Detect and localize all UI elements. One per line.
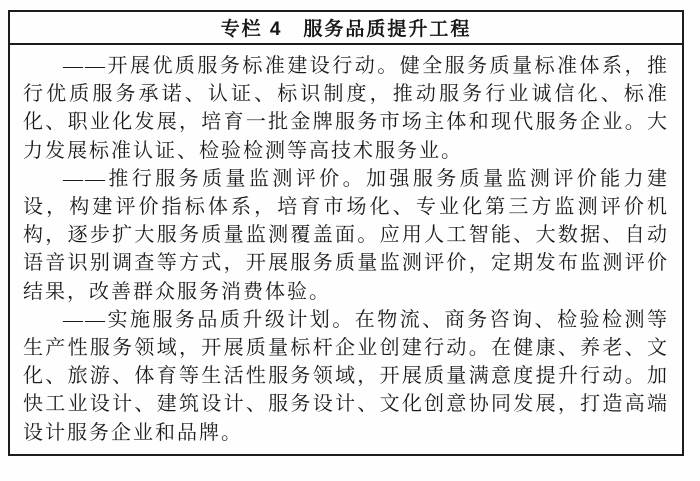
column-box-title: 专栏 4 服务品质提升工程 bbox=[220, 19, 472, 40]
paragraph-quality-upgrade-plan: ——实施服务品质升级计划。在物流、商务咨询、检验检测等生产性服务领域，开展质量标杆企业创建行动。在健康、养老、文化、旅游、体育等生活性服务领域，开展质量满意度提升行动。加快工业设计、建筑设计、服务设计、文化创意协同发展，打造高端设计服务企业和品牌。 bbox=[23, 308, 669, 444]
column-box bbox=[8, 10, 684, 456]
column-box-content bbox=[10, 45, 682, 447]
paragraph-quality-monitoring: ——推行服务质量监测评价。加强服务质量监测评价能力建设，构建评价指标体系，培育市场化、专业化第三方监测评价机构，逐步扩大服务质量监测覆盖面。应用人工智能、大数据、自动语音识别调查等方式，开展服务质量监测评价，定期发布监测评价结果，改善群众服务消费体验。 bbox=[23, 167, 669, 303]
column-box-header bbox=[10, 12, 682, 45]
paragraph-standards-action: ——开展优质服务标准建设行动。健全服务质量标准体系，推行优质服务承诺、认证、标识制度，推动服务行业诚信化、标准化、职业化发展，培育一批金牌服务市场主体和现代服务企业。大力发展标准认证、检验检测等高技术服务业。 bbox=[23, 55, 669, 162]
